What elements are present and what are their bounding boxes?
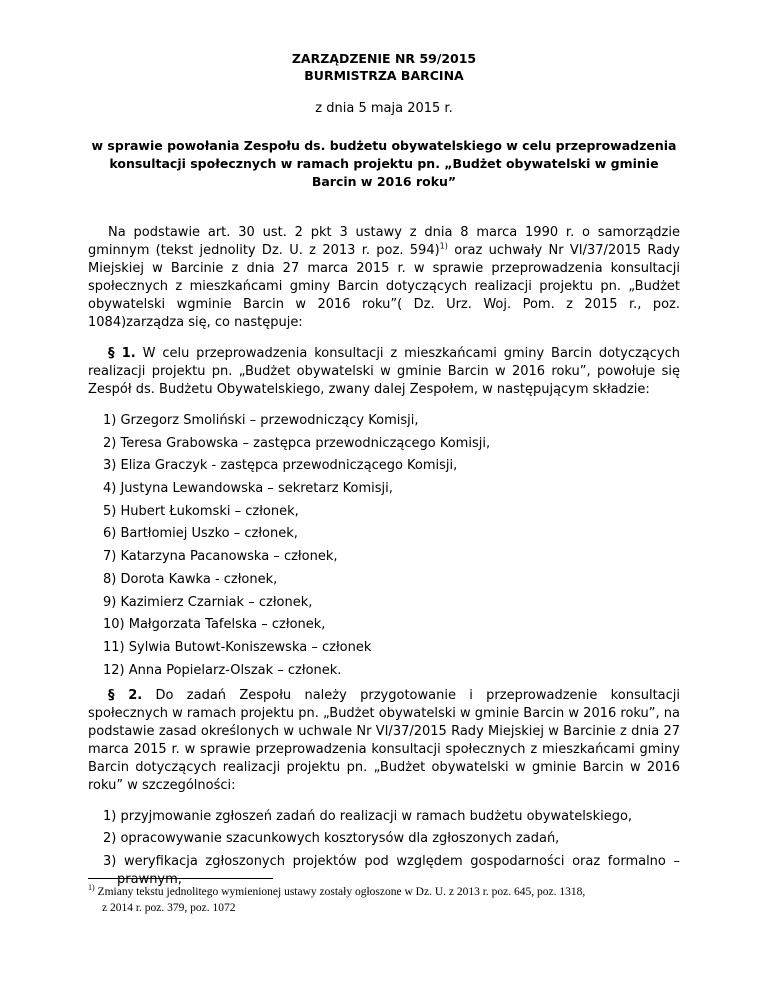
list-item: 12) Anna Popielarz-Olszak – członek. <box>103 662 342 678</box>
list-item: 7) Katarzyna Pacanowska – członek, <box>103 549 338 565</box>
list-item: 8) Dorota Kawka - członek, <box>103 571 278 587</box>
list-item: 9) Kazimierz Czarniak – członek, <box>103 594 313 610</box>
preamble-text-a: Na podstawie art. 30 ust. 2 pkt 3 ustawy z dnia 8 marca 1990 r. o samorządzie gminnym (tekst jednolity Dz. U. z 2013 r. poz. 594) <box>88 225 680 258</box>
tasks-list <box>88 808 680 889</box>
preamble-text-b: oraz uchwały Nr VI/37/2015 Rady Miejskiej w Barcinie z dnia 27 marca 2015 r. w sprawie przeprowadzenia konsultacji społecznych z mieszkańcami gminy Barcin dotyczących realizacji projektu pn. „Budżet obywatelski wgminie Barcin w 2016 roku”( Dz. Urz. Woj. Pom. z 2015 r., poz. 1084)zarządza się, co następuje: <box>88 243 680 330</box>
members-list <box>88 412 680 680</box>
list-item: 11) Sylwia Butowt-Koniszewska – członek <box>103 639 372 655</box>
section-2-number: § 2. <box>108 687 143 703</box>
list-item: 2) Teresa Grabowska – zastępca przewodniczącego Komisji, <box>103 435 491 451</box>
preamble-paragraph <box>88 224 680 332</box>
list-item: 4) Justyna Lewandowska – sekretarz Komisji, <box>103 481 393 497</box>
section-1 <box>88 345 680 399</box>
document-date: z dnia 5 maja 2015 r. <box>315 101 453 116</box>
footnote-divider <box>88 878 273 879</box>
footnote-number: 1) <box>88 883 95 893</box>
list-item: 10) Małgorzata Tafelska – członek, <box>103 617 326 633</box>
list-item: 1) Grzegorz Smoliński – przewodniczący Komisji, <box>103 413 419 428</box>
footnote-line-2: z 2014 r. poz. 379, poz. 1072 <box>102 902 236 914</box>
list-item: 2) opracowywanie szacunkowych kosztorysów dla zgłoszonych zadań, <box>103 831 560 847</box>
list-item: 3) weryfikacja zgłoszonych projektów pod względem gospodarności oraz formalno –prawnym, <box>103 853 680 887</box>
document-issuer: BURMISTRZA BARCINA <box>304 68 464 83</box>
list-item: 1) przyjmowanie zgłoszeń zadań do realizacji w ramach budżetu obywatelskiego, <box>103 808 633 824</box>
section-2 <box>88 687 680 795</box>
document-page <box>88 0 680 889</box>
footnote <box>88 884 680 916</box>
list-item: 5) Hubert Łukomski – członek, <box>103 503 299 519</box>
section-2-text: Do zadań Zespołu należy przygotowanie i przeprowadzenie konsultacji społecznych w ramach projektu pn. „Budżet obywatelski w gminie Barcin w 2016 roku”, na podstawie zasad określonych w uchwale Nr VI/37/2015 Rady Miejskiej w Barcinie z dnia 27 marca 2015 r. w sprawie przeprowadzenia konsultacji społecznych z mieszkańcami gminy Barcin dotyczących realizacji projektu pn. „Budżet obywatelski w gminie Barcin w 2016 roku” w szczególności: <box>88 687 681 793</box>
section-1-number: § 1. <box>108 346 136 361</box>
document-subject: w sprawie powołania Zespołu ds. budżetu obywatelskiego w celu przeprowadzenia konsultacji społecznych w ramach projektu pn. „Budżet obywatelski w gminie Barcin w 2016 roku” <box>91 138 677 189</box>
document-title: ZARZĄDZENIE NR 59/2015 <box>291 51 477 66</box>
section-1-text: W celu przeprowadzenia konsultacji z mieszkańcami gminy Barcin dotyczących realizacji projektu pn. „Budżet obywatelski w gminie Barcin w 2016 roku”, powołuje się Zespół ds. Budżetu Obywatelskiego, zwany dalej Zespołem, w następującym składzie: <box>88 346 680 397</box>
footnote-ref: 1) <box>439 241 448 251</box>
footnote-line-1: Zmiany tekstu jednolitego wymienionej ustawy zostały ogłoszone w Dz. U. z 2013 r. poz. 645, poz. 1318, <box>94 886 586 898</box>
list-item: 3) Eliza Graczyk - zastępca przewodniczącego Komisji, <box>103 458 458 474</box>
list-item: 6) Bartłomiej Uszko – członek, <box>103 526 298 542</box>
